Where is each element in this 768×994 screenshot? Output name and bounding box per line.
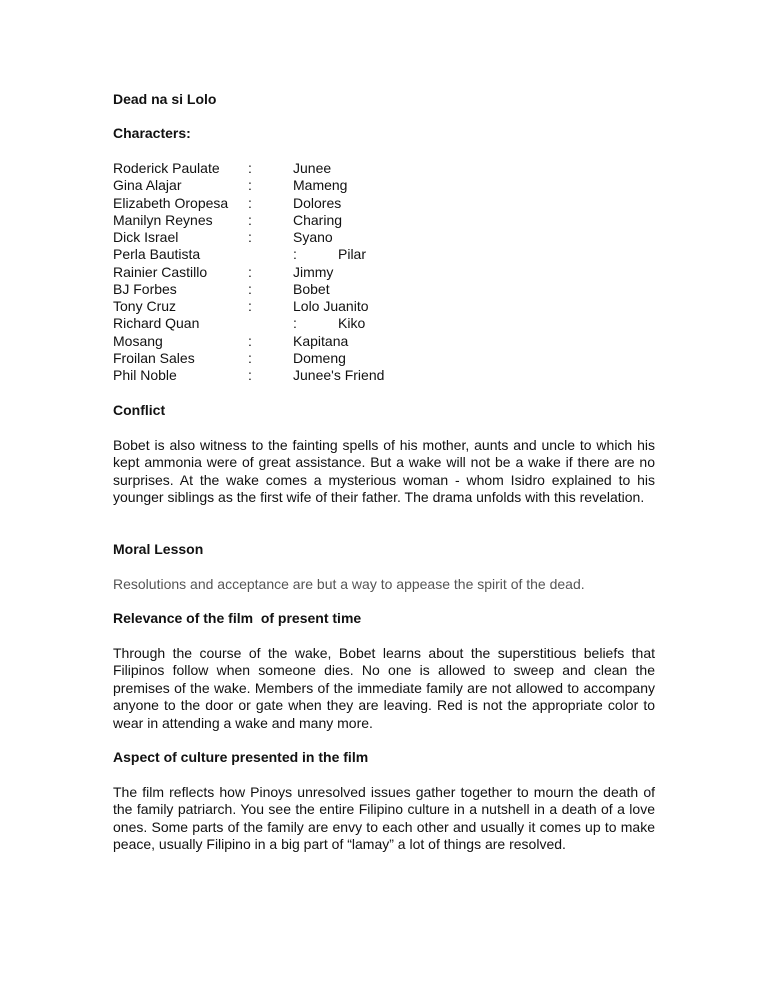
actor-name: Perla Bautista [113,246,201,263]
cast-separator: : [293,246,297,263]
cast-separator: : [293,315,297,332]
cast-row [113,177,655,194]
cast-separator: : [248,229,252,245]
cast-separator: : [248,177,252,194]
cast-row [113,367,655,384]
actor-name: BJ Forbes [113,280,177,297]
actor-name: Roderick Paulate [113,160,220,176]
culture-heading: Aspect of culture presented in the film [113,749,369,765]
cast-list [113,160,655,384]
document-title: Dead na si Lolo [113,91,217,107]
cast-separator: : [248,280,252,297]
role-name: Charing [293,211,343,228]
actor-name: Dick Israel [113,229,179,245]
actor-name: Tony Cruz [113,298,177,314]
role-name: Bobet [293,280,330,297]
cast-row [113,212,655,229]
role-name: Lolo Juanito [293,298,369,314]
role-name: Domeng [293,349,346,366]
actor-name: Phil Noble [113,367,177,383]
cast-separator: : [248,194,252,211]
cast-separator: : [248,263,252,280]
role-name: Kapitana [293,332,349,349]
cast-row [113,195,655,212]
role-name: Mameng [293,177,348,194]
cast-separator: : [248,160,252,176]
role-name: Pilar [338,246,367,263]
cast-row [113,350,655,367]
role-name: Jimmy [293,263,334,280]
culture-paragraph: The film reflects how Pinoys unresolved issues gather together to mourn the death of the family patriarch. You see the entire Filipino culture in a nutshell in a death of a love ones. Some parts of the family are envy to each other and usually it comes up to make peace, usually Filipino in a big part of “lamay” a lot of things are resolved. [113,784,655,853]
cast-separator: : [248,332,252,349]
cast-row [113,333,655,350]
actor-name: Rainier Castillo [113,263,208,280]
role-name: Dolores [293,194,342,211]
moral-lesson-paragraph: Resolutions and acceptance are but a way to appease the spirit of the dead. [113,576,585,592]
actor-name: Richard Quan [113,315,200,332]
cast-separator: : [248,298,252,314]
relevance-heading: Relevance of the film of present time [113,610,362,626]
conflict-paragraph: Bobet is also witness to the fainting spells of his mother, aunts and uncle to which his kept ammonia were of great assistance. But a wake will not be a wake if there are no surprises. At the wake comes a mysterious woman - whom Isidro explained to his younger siblings as the first wife of their father. The drama unfolds with this revelation. [113,437,655,506]
cast-separator: : [248,349,252,366]
cast-row [113,298,655,315]
cast-row [113,229,655,246]
cast-separator: : [248,211,252,228]
actor-name: Mosang [113,332,163,349]
cast-row [113,281,655,298]
actor-name: Froilan Sales [113,349,195,366]
characters-heading: Characters: [113,125,191,141]
actor-name: Manilyn Reynes [113,211,213,228]
moral-lesson-heading: Moral Lesson [113,541,204,557]
actor-name: Elizabeth Oropesa [113,194,229,211]
role-name: Kiko [338,315,366,332]
cast-row [113,315,655,332]
conflict-heading: Conflict [113,402,166,418]
role-name: Junee's Friend [293,367,385,383]
role-name: Junee [293,160,332,176]
actor-name: Gina Alajar [113,177,182,194]
relevance-paragraph: Through the course of the wake, Bobet learns about the superstitious beliefs that Filipinos follow when someone dies. No one is allowed to sweep and clean the premises of the wake. Members of the immediate family are not allowed to accompany anyone to the door or gate when they are leaving. Red is not the appropriate color to wear in attending a wake and many more. [113,645,655,731]
cast-row [113,246,655,263]
role-name: Syano [293,229,333,245]
cast-row [113,160,655,177]
cast-row [113,264,655,281]
cast-separator: : [248,367,252,383]
